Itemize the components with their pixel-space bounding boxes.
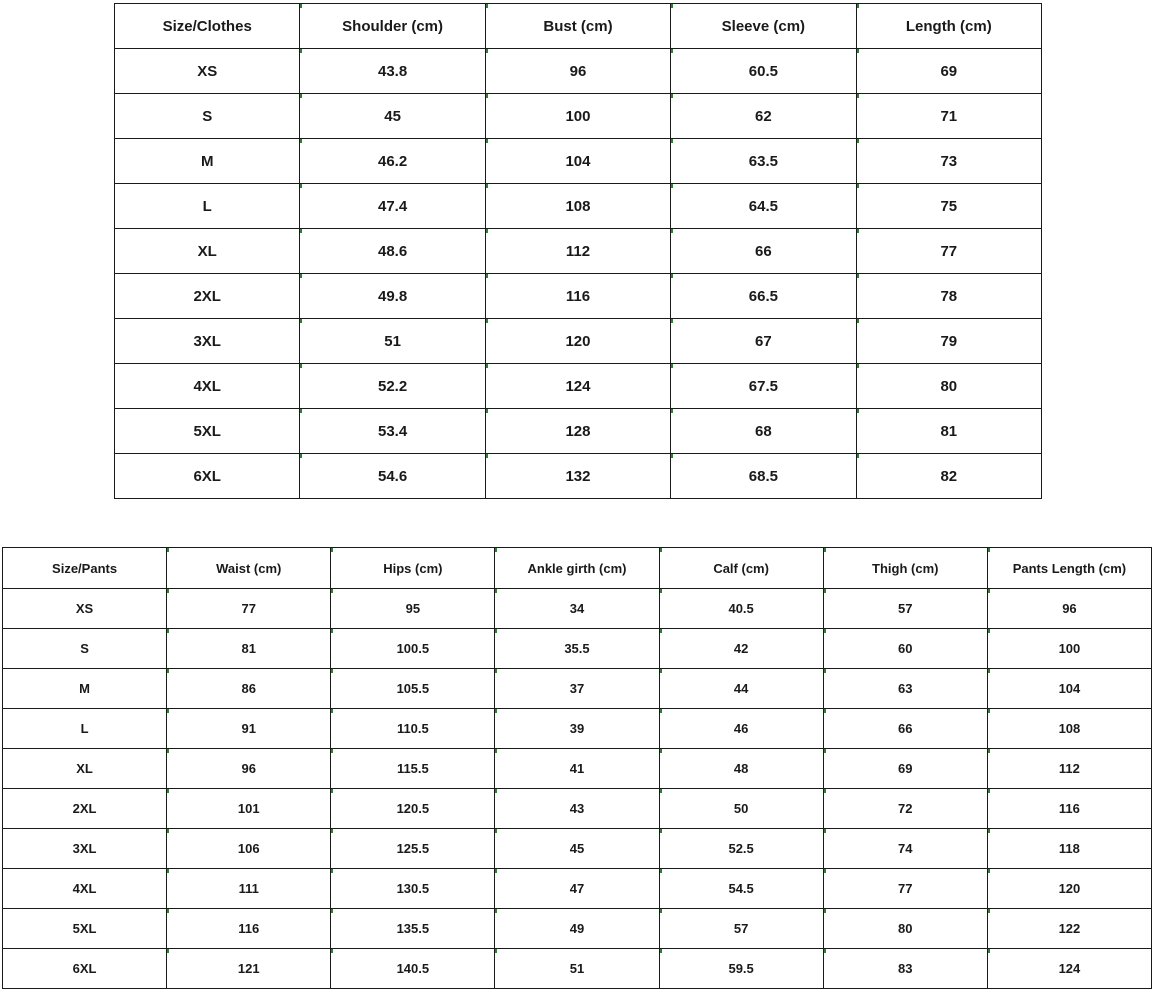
clothes-size-cell: M — [115, 139, 300, 184]
pants-value-cell: 120.5 — [331, 789, 495, 829]
pants-value-cell: 80 — [823, 909, 987, 949]
pants-value-cell: 86 — [167, 669, 331, 709]
pants-value-cell: 95 — [331, 589, 495, 629]
clothes-value-cell: 104 — [485, 139, 670, 184]
clothes-table-row — [115, 319, 1042, 364]
pants-value-cell: 106 — [167, 829, 331, 869]
pants-value-cell: 37 — [495, 669, 659, 709]
pants-table-row — [3, 869, 1152, 909]
pants-value-cell: 44 — [659, 669, 823, 709]
clothes-value-cell: 69 — [856, 49, 1041, 94]
pants-value-cell: 48 — [659, 749, 823, 789]
clothes-value-cell: 79 — [856, 319, 1041, 364]
pants-table-row — [3, 629, 1152, 669]
clothes-value-cell: 100 — [485, 94, 670, 139]
pants-value-cell: 74 — [823, 829, 987, 869]
clothes-size-cell: 2XL — [115, 274, 300, 319]
pants-size-cell: M — [3, 669, 167, 709]
clothes-size-cell: 5XL — [115, 409, 300, 454]
pants-value-cell: 77 — [823, 869, 987, 909]
clothes-table-row — [115, 94, 1042, 139]
clothes-value-cell: 128 — [485, 409, 670, 454]
pants-value-cell: 121 — [167, 949, 331, 989]
pants-table-row — [3, 909, 1152, 949]
clothes-size-cell: L — [115, 184, 300, 229]
clothes-table-row — [115, 139, 1042, 184]
pants-value-cell: 96 — [167, 749, 331, 789]
pants-value-cell: 96 — [987, 589, 1151, 629]
clothes-value-cell: 43.8 — [300, 49, 485, 94]
clothes-column-header: Bust (cm) — [485, 4, 670, 49]
pants-size-cell: 6XL — [3, 949, 167, 989]
clothes-value-cell: 116 — [485, 274, 670, 319]
pants-value-cell: 43 — [495, 789, 659, 829]
clothes-value-cell: 62 — [671, 94, 856, 139]
pants-size-cell: XS — [3, 589, 167, 629]
pants-table-row — [3, 949, 1152, 989]
clothes-size-table — [114, 3, 1042, 499]
pants-table-row — [3, 589, 1152, 629]
pants-value-cell: 140.5 — [331, 949, 495, 989]
pants-value-cell: 91 — [167, 709, 331, 749]
pants-value-cell: 100 — [987, 629, 1151, 669]
pants-value-cell: 50 — [659, 789, 823, 829]
clothes-value-cell: 48.6 — [300, 229, 485, 274]
clothes-column-header: Shoulder (cm) — [300, 4, 485, 49]
clothes-value-cell: 60.5 — [671, 49, 856, 94]
pants-value-cell: 108 — [987, 709, 1151, 749]
pants-column-header: Size/Pants — [3, 548, 167, 589]
pants-value-cell: 105.5 — [331, 669, 495, 709]
pants-value-cell: 77 — [167, 589, 331, 629]
clothes-table-row — [115, 274, 1042, 319]
clothes-value-cell: 75 — [856, 184, 1041, 229]
pants-value-cell: 135.5 — [331, 909, 495, 949]
clothes-value-cell: 112 — [485, 229, 670, 274]
pants-value-cell: 49 — [495, 909, 659, 949]
pants-value-cell: 46 — [659, 709, 823, 749]
pants-size-cell: 2XL — [3, 789, 167, 829]
clothes-column-header: Size/Clothes — [115, 4, 300, 49]
pants-value-cell: 41 — [495, 749, 659, 789]
pants-value-cell: 104 — [987, 669, 1151, 709]
clothes-value-cell: 46.2 — [300, 139, 485, 184]
pants-value-cell: 83 — [823, 949, 987, 989]
pants-table-body — [3, 548, 1152, 989]
pants-value-cell: 69 — [823, 749, 987, 789]
pants-table-row — [3, 829, 1152, 869]
clothes-size-cell: XS — [115, 49, 300, 94]
pants-value-cell: 120 — [987, 869, 1151, 909]
pants-header-row — [3, 548, 1152, 589]
clothes-value-cell: 54.6 — [300, 454, 485, 499]
clothes-value-cell: 68 — [671, 409, 856, 454]
clothes-value-cell: 51 — [300, 319, 485, 364]
pants-value-cell: 125.5 — [331, 829, 495, 869]
pants-value-cell: 130.5 — [331, 869, 495, 909]
clothes-value-cell: 108 — [485, 184, 670, 229]
clothes-value-cell: 52.2 — [300, 364, 485, 409]
clothes-value-cell: 67.5 — [671, 364, 856, 409]
clothes-size-cell: 6XL — [115, 454, 300, 499]
clothes-size-cell: 3XL — [115, 319, 300, 364]
clothes-value-cell: 47.4 — [300, 184, 485, 229]
pants-value-cell: 101 — [167, 789, 331, 829]
pants-value-cell: 124 — [987, 949, 1151, 989]
pants-value-cell: 63 — [823, 669, 987, 709]
clothes-table-row — [115, 184, 1042, 229]
pants-value-cell: 52.5 — [659, 829, 823, 869]
pants-value-cell: 100.5 — [331, 629, 495, 669]
pants-value-cell: 110.5 — [331, 709, 495, 749]
clothes-column-header: Sleeve (cm) — [671, 4, 856, 49]
pants-size-cell: XL — [3, 749, 167, 789]
pants-size-cell: 5XL — [3, 909, 167, 949]
pants-value-cell: 116 — [987, 789, 1151, 829]
pants-size-cell: S — [3, 629, 167, 669]
clothes-table-row — [115, 229, 1042, 274]
pants-value-cell: 59.5 — [659, 949, 823, 989]
clothes-value-cell: 96 — [485, 49, 670, 94]
clothes-value-cell: 81 — [856, 409, 1041, 454]
clothes-value-cell: 45 — [300, 94, 485, 139]
pants-size-cell: L — [3, 709, 167, 749]
pants-value-cell: 34 — [495, 589, 659, 629]
pants-column-header: Ankle girth (cm) — [495, 548, 659, 589]
clothes-value-cell: 124 — [485, 364, 670, 409]
clothes-table-row — [115, 364, 1042, 409]
pants-value-cell: 111 — [167, 869, 331, 909]
clothes-value-cell: 64.5 — [671, 184, 856, 229]
clothes-size-cell: 4XL — [115, 364, 300, 409]
pants-value-cell: 112 — [987, 749, 1151, 789]
clothes-value-cell: 66.5 — [671, 274, 856, 319]
pants-value-cell: 54.5 — [659, 869, 823, 909]
pants-size-cell: 3XL — [3, 829, 167, 869]
pants-value-cell: 57 — [659, 909, 823, 949]
pants-value-cell: 47 — [495, 869, 659, 909]
clothes-value-cell: 80 — [856, 364, 1041, 409]
pants-table-row — [3, 709, 1152, 749]
pants-value-cell: 51 — [495, 949, 659, 989]
pants-table-row — [3, 789, 1152, 829]
clothes-size-cell: XL — [115, 229, 300, 274]
pants-value-cell: 72 — [823, 789, 987, 829]
clothes-value-cell: 73 — [856, 139, 1041, 184]
pants-value-cell: 35.5 — [495, 629, 659, 669]
clothes-value-cell: 132 — [485, 454, 670, 499]
pants-size-table — [2, 547, 1152, 989]
clothes-table-row — [115, 49, 1042, 94]
pants-value-cell: 39 — [495, 709, 659, 749]
clothes-table-body — [115, 4, 1042, 499]
clothes-header-row — [115, 4, 1042, 49]
pants-table-row — [3, 749, 1152, 789]
pants-column-header: Calf (cm) — [659, 548, 823, 589]
clothes-value-cell: 82 — [856, 454, 1041, 499]
pants-table-row — [3, 669, 1152, 709]
pants-column-header: Pants Length (cm) — [987, 548, 1151, 589]
clothes-table-row — [115, 409, 1042, 454]
clothes-value-cell: 68.5 — [671, 454, 856, 499]
clothes-value-cell: 120 — [485, 319, 670, 364]
clothes-value-cell: 53.4 — [300, 409, 485, 454]
clothes-value-cell: 66 — [671, 229, 856, 274]
clothes-value-cell: 49.8 — [300, 274, 485, 319]
clothes-value-cell: 67 — [671, 319, 856, 364]
pants-value-cell: 57 — [823, 589, 987, 629]
clothes-table-row — [115, 454, 1042, 499]
clothes-value-cell: 77 — [856, 229, 1041, 274]
clothes-column-header: Length (cm) — [856, 4, 1041, 49]
pants-value-cell: 122 — [987, 909, 1151, 949]
pants-column-header: Waist (cm) — [167, 548, 331, 589]
pants-column-header: Hips (cm) — [331, 548, 495, 589]
clothes-value-cell: 63.5 — [671, 139, 856, 184]
pants-value-cell: 116 — [167, 909, 331, 949]
clothes-value-cell: 71 — [856, 94, 1041, 139]
pants-value-cell: 81 — [167, 629, 331, 669]
pants-column-header: Thigh (cm) — [823, 548, 987, 589]
pants-value-cell: 118 — [987, 829, 1151, 869]
pants-value-cell: 45 — [495, 829, 659, 869]
pants-value-cell: 60 — [823, 629, 987, 669]
pants-value-cell: 115.5 — [331, 749, 495, 789]
pants-value-cell: 66 — [823, 709, 987, 749]
pants-size-cell: 4XL — [3, 869, 167, 909]
clothes-value-cell: 78 — [856, 274, 1041, 319]
clothes-size-cell: S — [115, 94, 300, 139]
pants-value-cell: 42 — [659, 629, 823, 669]
pants-value-cell: 40.5 — [659, 589, 823, 629]
